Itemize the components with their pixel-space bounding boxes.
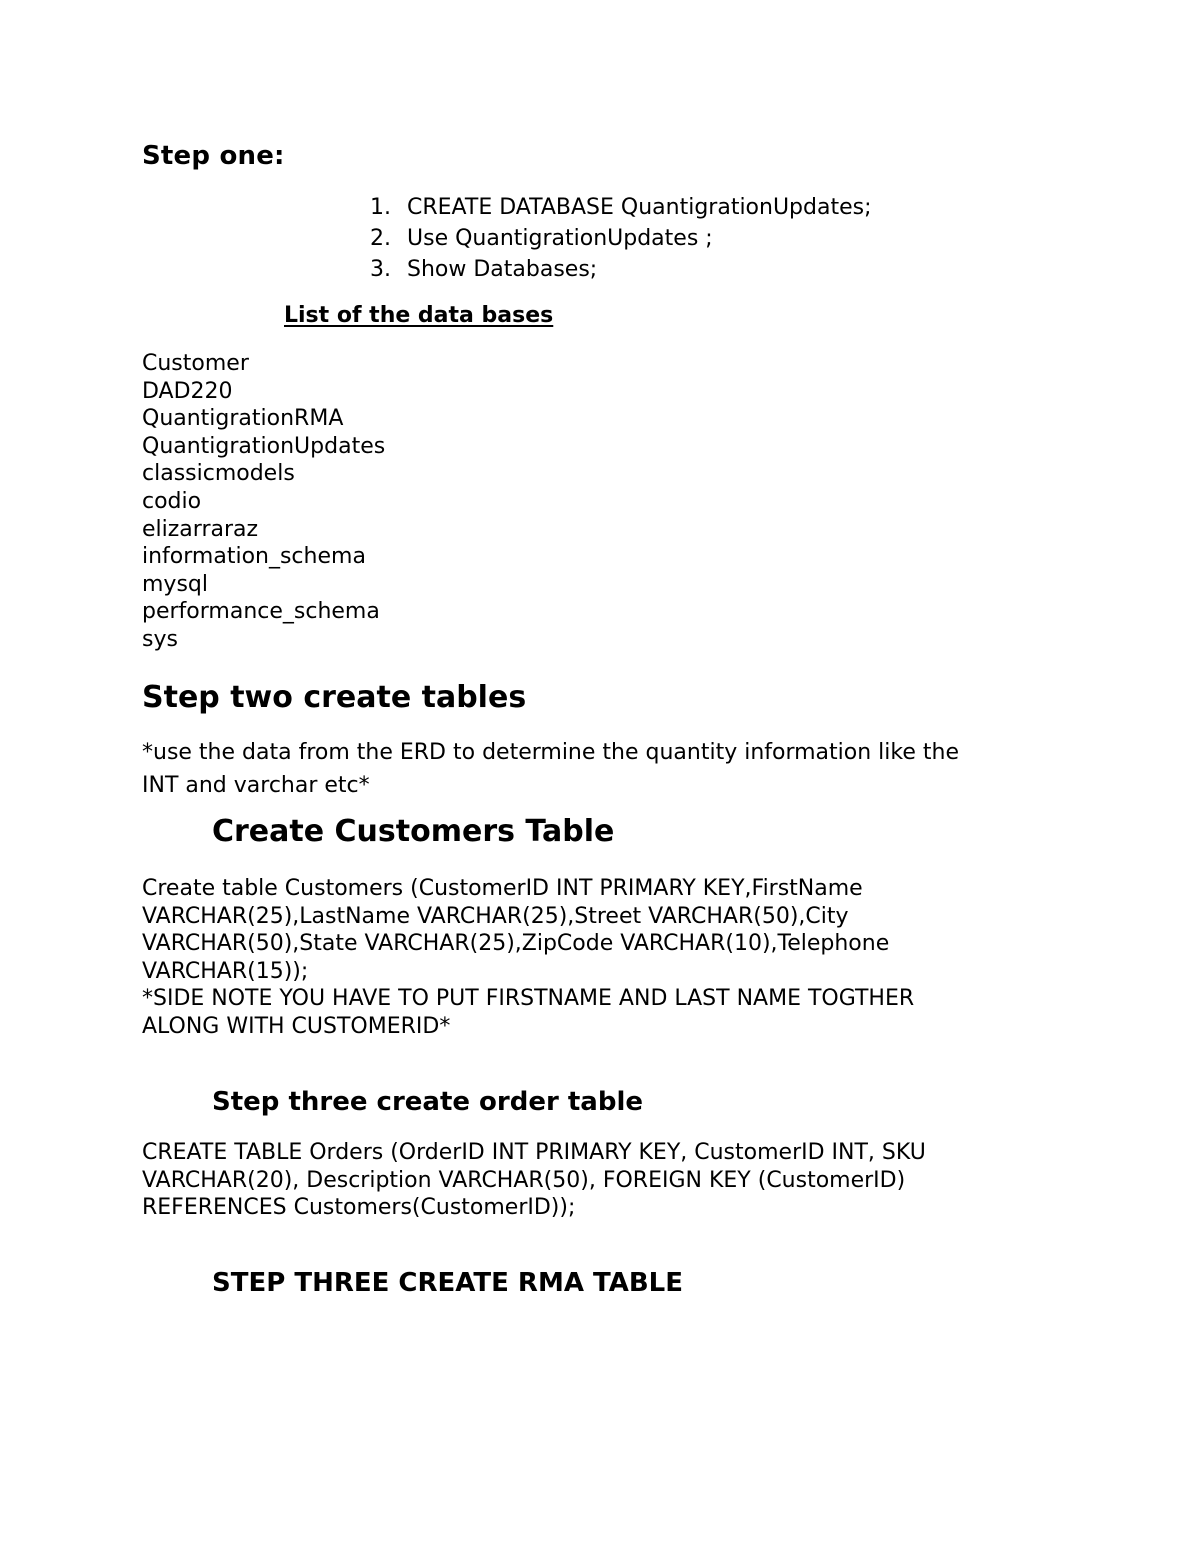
list-item-number: 1. (370, 195, 391, 220)
paragraph-line: *use the data from the ERD to determine the quantity information like the (142, 740, 959, 765)
list-item: DAD220 (142, 378, 233, 404)
list-item: information_schema (142, 544, 366, 570)
list-item: sys (142, 626, 178, 652)
rma-table-heading: STEP THREE CREATE RMA TABLE (212, 1268, 683, 1298)
sql-line: Create table Customers (CustomerID INT PRIMARY KEY,FirstName (142, 876, 863, 901)
side-note-line: ALONG WITH CUSTOMERID* (142, 1013, 451, 1039)
list-item: classicmodels (142, 461, 295, 487)
step-one-heading: Step one: (142, 141, 285, 171)
step-two-heading: Step two create tables (142, 680, 527, 715)
list-item: elizarraraz (142, 516, 259, 542)
list-item (370, 256, 872, 287)
customers-sql-block (142, 875, 1022, 1040)
list-item-text: Use QuantigrationUpdates ; (407, 226, 713, 251)
sql-line: VARCHAR(25),LastName VARCHAR(25),Street VARCHAR(50),City (142, 903, 849, 929)
sql-line: VARCHAR(50),State VARCHAR(25),ZipCode VARCHAR(10),Telephone (142, 931, 890, 956)
sql-line: CREATE TABLE Orders (OrderID INT PRIMARY KEY, CustomerID INT, SKU (142, 1140, 926, 1165)
list-item-text: Show Databases; (407, 257, 598, 282)
database-list (142, 350, 385, 654)
list-item-number: 2. (370, 226, 391, 251)
side-note-line: *SIDE NOTE YOU HAVE TO PUT FIRSTNAME AND LAST NAME TOGTHER (142, 986, 915, 1011)
paragraph-line: INT and varchar etc* (142, 773, 370, 798)
sql-line: VARCHAR(15)); (142, 958, 309, 984)
customers-table-heading: Create Customers Table (212, 814, 615, 849)
erd-note-paragraph (142, 736, 1042, 802)
list-item-number: 3. (370, 257, 391, 282)
list-item: codio (142, 488, 202, 514)
order-table-heading: Step three create order table (212, 1087, 643, 1117)
list-item: performance_schema (142, 599, 380, 625)
sql-line: REFERENCES Customers(CustomerID)); (142, 1195, 576, 1220)
list-item (370, 225, 872, 256)
list-item: QuantigrationRMA (142, 406, 344, 432)
database-list-heading: List of the data bases (284, 303, 554, 328)
list-item: mysql (142, 571, 208, 597)
orders-sql-block (142, 1139, 1022, 1222)
sql-line: VARCHAR(20), Description VARCHAR(50), FOREIGN KEY (CustomerID) (142, 1167, 906, 1193)
step-one-command-list (370, 194, 872, 287)
list-item-text: CREATE DATABASE QuantigrationUpdates; (407, 195, 872, 220)
list-item (370, 194, 872, 225)
list-item: QuantigrationUpdates (142, 433, 386, 459)
list-item: Customer (142, 351, 249, 376)
